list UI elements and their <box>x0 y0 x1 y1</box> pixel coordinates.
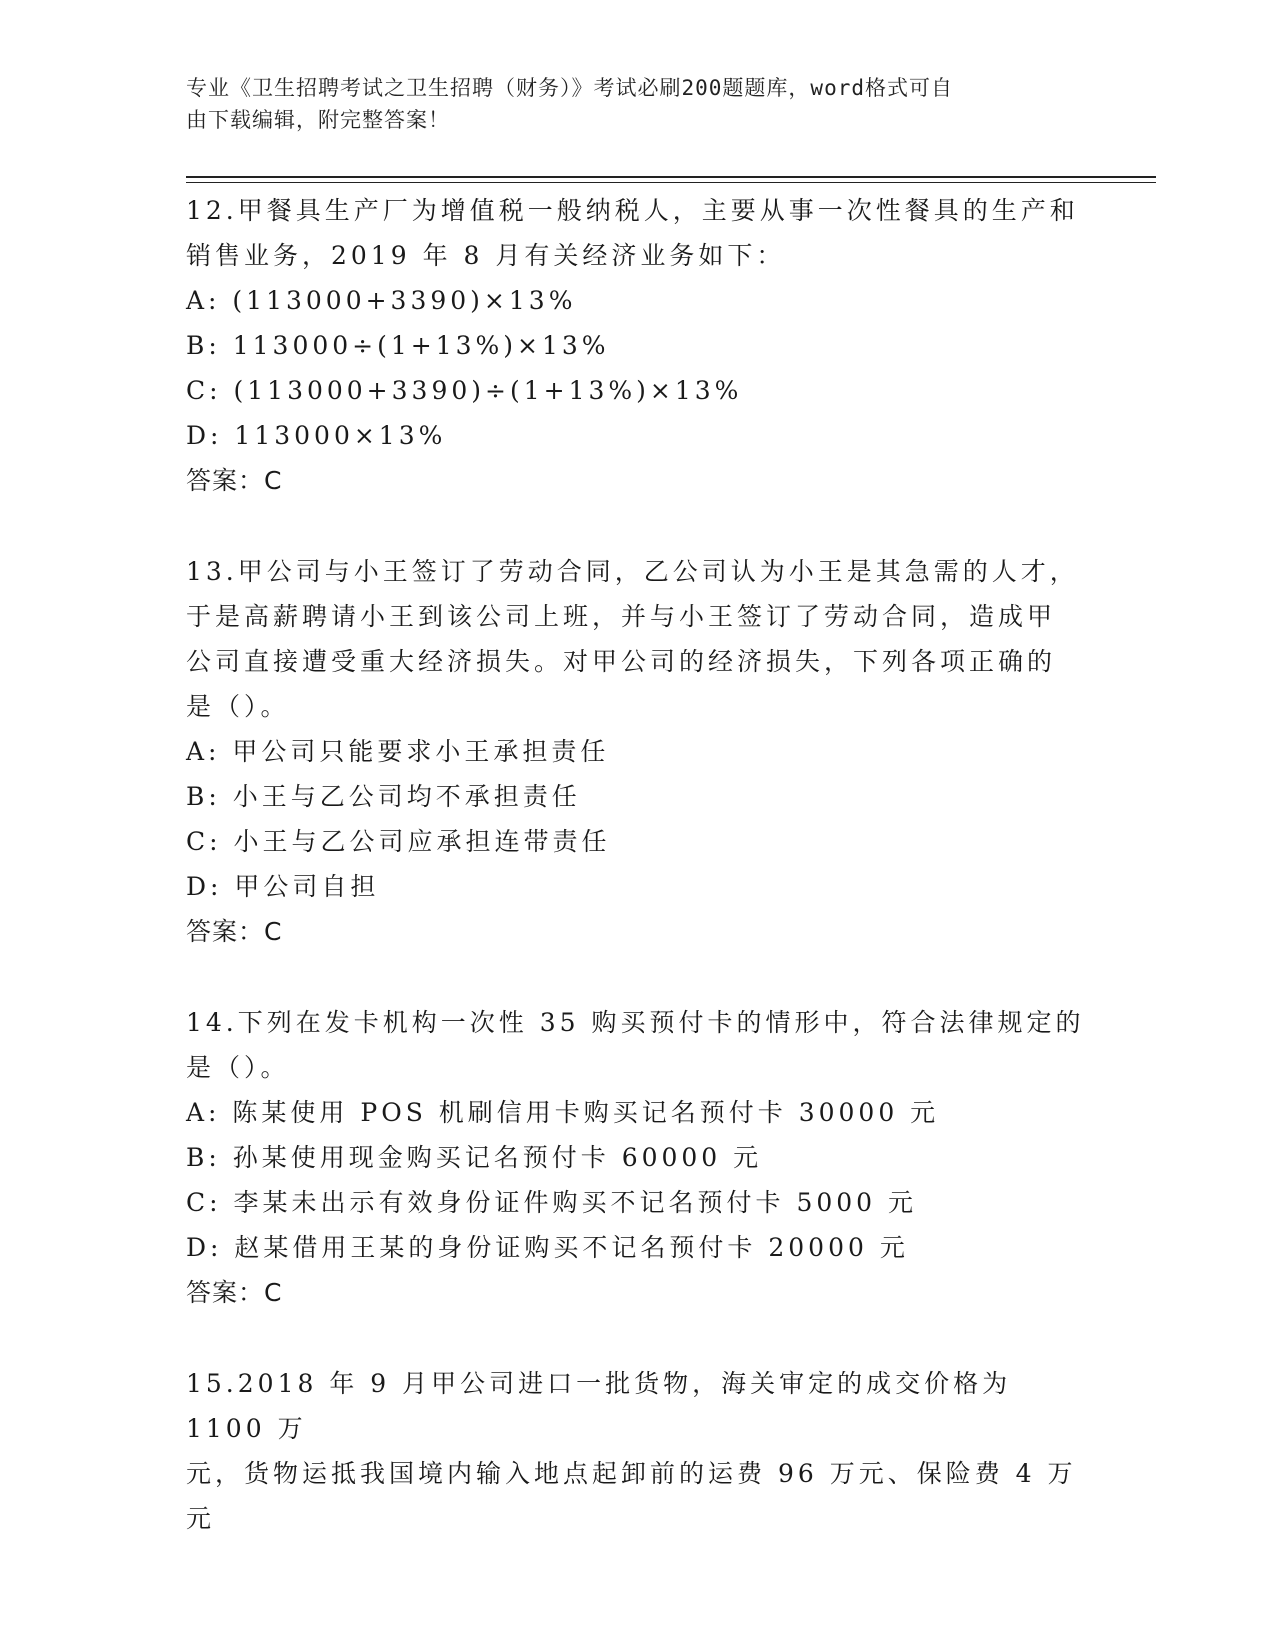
header-divider <box>186 176 1156 178</box>
option-a: A: 甲公司只能要求小王承担责任 <box>186 737 610 766</box>
question-text-line: 13.甲公司与小王签订了劳动合同，乙公司认为小王是其急需的人才， <box>186 557 1079 586</box>
header-divider-thin <box>186 182 1156 183</box>
option-a: A: (113000+3390)×13% <box>186 286 577 315</box>
question-text-line: 是（）。 <box>186 1053 290 1082</box>
question-14 <box>186 1000 1086 1315</box>
answer: 答案：C <box>186 466 283 495</box>
option-b: B: 孙某使用现金购买记名预付卡 60000 元 <box>186 1143 763 1172</box>
header-line-2: 由下载编辑，附完整答案！ <box>186 108 450 132</box>
question-text-line: 元，货物运抵我国境内输入地点起卸前的运费 96 万元、保险费 4 万元 <box>186 1459 1077 1533</box>
option-b: B: 小王与乙公司均不承担责任 <box>186 782 581 811</box>
question-13 <box>186 549 1086 954</box>
option-d: D: 甲公司自担 <box>186 872 380 901</box>
document-header <box>186 72 1066 136</box>
question-text-line: 公司直接遭受重大经济损失。对甲公司的经济损失，下列各项正确的 <box>186 647 1057 676</box>
question-15 <box>186 1361 1086 1541</box>
question-text-line: 销售业务，2019 年 8 月有关经济业务如下： <box>186 241 786 270</box>
answer: 答案：C <box>186 1278 283 1307</box>
option-c: C: 小王与乙公司应承担连带责任 <box>186 827 611 856</box>
option-a: A: 陈某使用 POS 机刷信用卡购买记名预付卡 30000 元 <box>186 1098 940 1127</box>
question-text-line: 于是高薪聘请小王到该公司上班，并与小王签订了劳动合同，造成甲 <box>186 602 1057 631</box>
header-line-1: 专业《卫生招聘考试之卫生招聘（财务）》考试必刷200题题库，word格式可自 <box>186 76 953 100</box>
question-text-line: 14.下列在发卡机构一次性 35 购买预付卡的情形中，符合法律规定的 <box>186 1008 1085 1037</box>
question-text-line: 是（）。 <box>186 692 290 721</box>
option-d: D: 113000×13% <box>186 421 447 450</box>
option-c: C: (113000+3390)÷(1+13%)×13% <box>186 376 743 405</box>
question-12 <box>186 188 1086 503</box>
question-list <box>186 188 1086 1587</box>
option-c: C: 李某未出示有效身份证件购买不记名预付卡 5000 元 <box>186 1188 918 1217</box>
option-d: D: 赵某借用王某的身份证购买不记名预付卡 20000 元 <box>186 1233 909 1262</box>
question-text-line: 12.甲餐具生产厂为增值税一般纳税人，主要从事一次性餐具的生产和 <box>186 196 1079 225</box>
answer: 答案：C <box>186 917 283 946</box>
option-b: B: 113000÷(1+13%)×13% <box>186 331 610 360</box>
question-text-line: 15.2018 年 9 月甲公司进口一批货物，海关审定的成交价格为 1100 万 <box>186 1369 1012 1443</box>
